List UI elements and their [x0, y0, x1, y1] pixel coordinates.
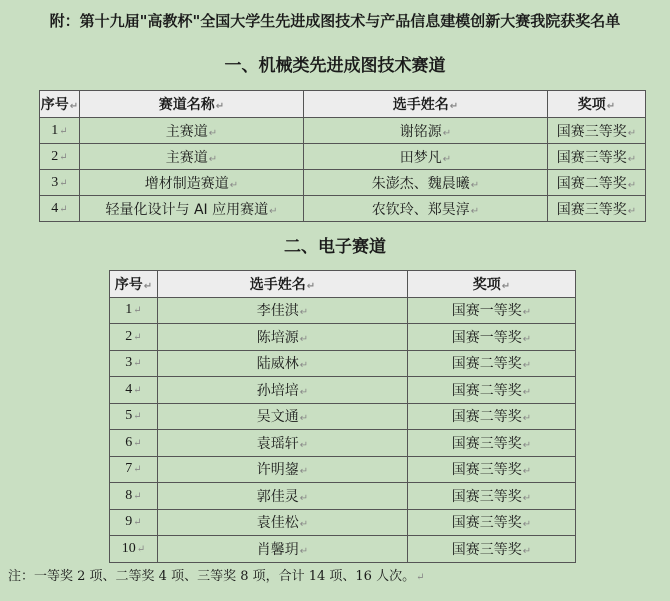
- table-row: [110, 403, 576, 430]
- row-award: 国赛二等奖↵: [408, 350, 576, 377]
- table-row: [110, 509, 576, 536]
- table-row: [110, 430, 576, 457]
- row-award: 国赛一等奖↵: [408, 297, 576, 324]
- row-name: 陆威林↵: [158, 350, 408, 377]
- row-number: 2↵: [110, 324, 158, 351]
- table-row: [110, 324, 576, 351]
- row-track: 主赛道↵: [80, 144, 304, 170]
- row-name: 袁佳松↵: [158, 509, 408, 536]
- row-award: 国赛三等奖↵: [408, 483, 576, 510]
- table-header-row: [110, 271, 576, 298]
- row-name: 许明鋆↵: [158, 456, 408, 483]
- row-number: 1↵: [40, 118, 80, 144]
- row-name: 吴文通↵: [158, 403, 408, 430]
- table-row: [110, 350, 576, 377]
- table-header-row: [40, 91, 646, 118]
- row-name: 李佳淇↵: [158, 297, 408, 324]
- row-number: 6↵: [110, 430, 158, 457]
- table-row: [40, 170, 646, 196]
- row-names: 农钦玲、郑昊淳↵: [304, 196, 548, 222]
- mechanical-awards-table: [39, 90, 646, 222]
- row-number: 3↵: [110, 350, 158, 377]
- row-award: 国赛二等奖↵: [548, 170, 646, 196]
- row-award: 国赛三等奖↵: [548, 196, 646, 222]
- row-name: 肖馨玥↵: [158, 536, 408, 563]
- section-heading-electronics: 二、电子赛道: [284, 237, 386, 257]
- row-award: 国赛三等奖↵: [548, 144, 646, 170]
- section-heading-mechanical: 一、机械类先进成图技术赛道: [224, 56, 446, 76]
- row-award: 国赛三等奖↵: [408, 430, 576, 457]
- table-row: [110, 536, 576, 563]
- header-number: 序号↵: [40, 91, 80, 118]
- header-number: 序号↵: [110, 271, 158, 298]
- row-number: 8↵: [110, 483, 158, 510]
- row-number: 7↵: [110, 456, 158, 483]
- header-award: 奖项↵: [548, 91, 646, 118]
- header-track: 赛道名称↵: [80, 91, 304, 118]
- row-track: 增材制造赛道↵: [80, 170, 304, 196]
- row-track: 主赛道↵: [80, 118, 304, 144]
- table-row: [110, 456, 576, 483]
- row-names: 田梦凡↵: [304, 144, 548, 170]
- row-number: 10↵: [110, 536, 158, 563]
- table-row: [110, 377, 576, 404]
- row-award: 国赛一等奖↵: [408, 324, 576, 351]
- row-number: 5↵: [110, 403, 158, 430]
- header-award: 奖项↵: [408, 271, 576, 298]
- row-name: 孙培培↵: [158, 377, 408, 404]
- row-name: 陈培源↵: [158, 324, 408, 351]
- row-award: 国赛二等奖↵: [408, 403, 576, 430]
- header-name: 选手姓名↵: [158, 271, 408, 298]
- row-track: 轻量化设计与 AI 应用赛道↵: [80, 196, 304, 222]
- row-award: 国赛三等奖↵: [408, 536, 576, 563]
- row-number: 9↵: [110, 509, 158, 536]
- row-name: 袁瑶轩↵: [158, 430, 408, 457]
- document-title: 附：第十九届"高教杯"全国大学生先进成图技术与产品信息建模创新大赛我院获奖名单: [49, 12, 621, 30]
- row-number: 3↵: [40, 170, 80, 196]
- row-number: 4↵: [110, 377, 158, 404]
- row-number: 4↵: [40, 196, 80, 222]
- table-row: [40, 118, 646, 144]
- row-award: 国赛二等奖↵: [408, 377, 576, 404]
- row-names: 朱澎杰、魏晨曦↵: [304, 170, 548, 196]
- row-award: 国赛三等奖↵: [408, 509, 576, 536]
- row-number: 2↵: [40, 144, 80, 170]
- table-row: [110, 297, 576, 324]
- row-award: 国赛三等奖↵: [548, 118, 646, 144]
- row-award: 国赛三等奖↵: [408, 456, 576, 483]
- table-row: [40, 196, 646, 222]
- row-names: 谢铭源↵: [304, 118, 548, 144]
- electronics-awards-table: [109, 270, 576, 563]
- summary-note: 注：一等奖 2 项、二等奖 4 项、三等奖 8 项，合计 14 项、16 人次。↵: [8, 569, 425, 584]
- row-number: 1↵: [110, 297, 158, 324]
- table-row: [40, 144, 646, 170]
- row-name: 郭佳灵↵: [158, 483, 408, 510]
- header-names: 选手姓名↵: [304, 91, 548, 118]
- table-row: [110, 483, 576, 510]
